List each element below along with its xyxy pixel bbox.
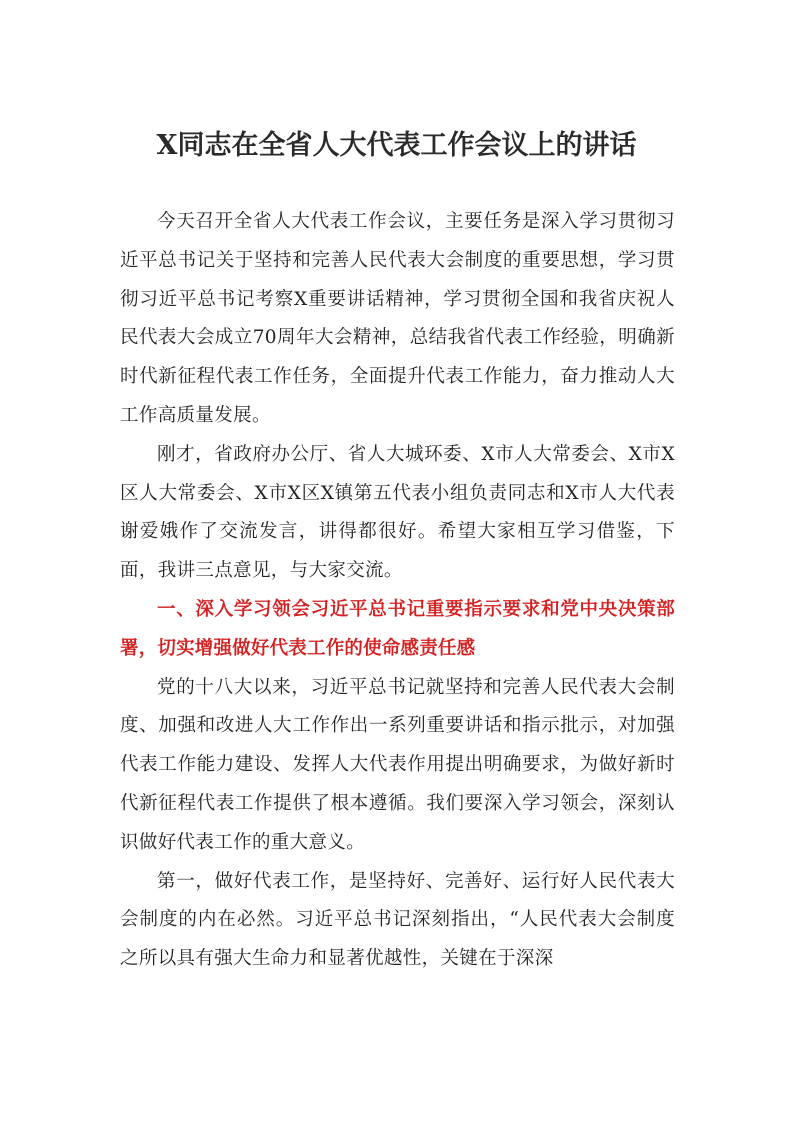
document-body [120, 203, 675, 979]
document-title: X同志在全省人大代表工作会议上的讲话 [156, 130, 637, 161]
section-paragraph: 第一，做好代表工作，是坚持好、完善好、运行好人民代表大会制度的内在必然。习近平总书记深刻指出，“人民代表大会制度之所以具有强大生命力和显著优越性，关键在于深深 [120, 870, 675, 970]
intro-paragraph: 今天召开全省人大代表工作会议，主要任务是深入学习贯彻习近平总书记关于坚持和完善人民代表大会制度的重要思想，学习贯彻习近平总书记考察X重要讲话精神，学习贯彻全国和我省庆祝人民代表大会成立70周年大会精神，总结我省代表工作经验，明确新时代新征程代表工作任务，全面提升代表工作能力，奋力推动人大工作高质量发展。 [120, 211, 675, 426]
section-heading: 一、深入学习领会习近平总书记重要指示要求和党中央决策部署，切实增强做好代表工作的使命感责任感 [120, 598, 675, 659]
exchange-paragraph: 刚才，省政府办公厅、省人大城环委、X市人大常委会、X市X区人大常委会、X市X区X镇第五代表小组负责同志和X市人大代表谢爱娥作了交流发言，讲得都很好。希望大家相互学习借鉴，下面，我讲三点意见，与大家交流。 [120, 443, 675, 582]
section-paragraph: 党的十八大以来，习近平总书记就坚持和完善人民代表大会制度、加强和改进人大工作作出一系列重要讲话和指示批示，对加强代表工作能力建设、发挥人大代表作用提出明确要求，为做好新时代新征程代表工作提供了根本遵循。我们要深入学习领会，深刻认识做好代表工作的重大意义。 [120, 676, 675, 853]
